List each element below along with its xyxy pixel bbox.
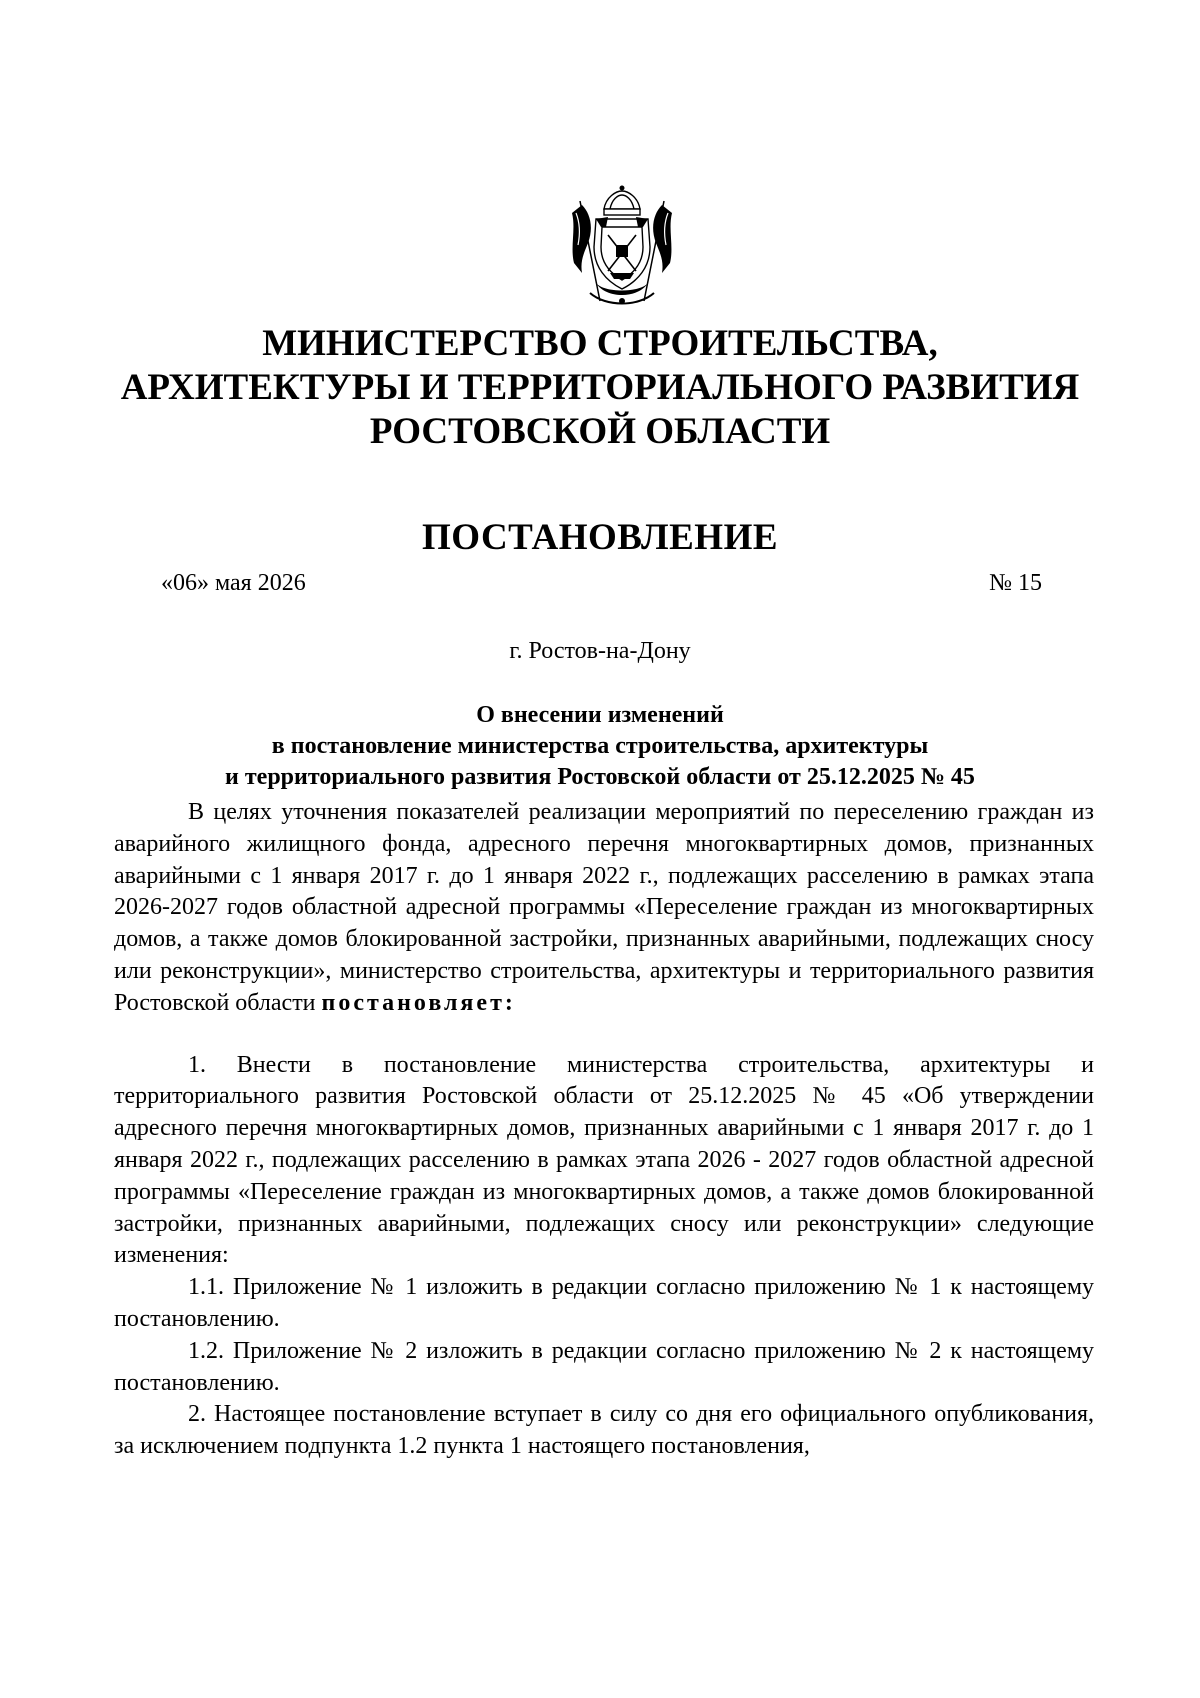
- item-1-paragraph: 1. Внести в постановление министерства строительства, архитектуры и территориального развития Ростовской области от 25.12.2025 № 45 «Об утверждении адресного перечня многоквартирных домов, признанных аварийными с 1 января 2017 г. до 1 января 2022 г., подлежащих расселению в рамках этапа 2026 - 2027 годов областной адресной программы «Переселение граждан из многоквартирных домов, а также домов блокированной застройки, признанных аварийными, подлежащих сносу или реконструкции» следующие изменения:: [114, 1051, 1094, 1269]
- coat-of-arms-icon: [566, 183, 678, 308]
- preamble-text: В целях уточнения показателей реализации мероприятий по переселению граждан из аварийного жилищного фонда, адресного перечня многоквартирных домов, признанных аварийными с 1 января 2017 г. до 1 января 2022 г., подлежащих расселению в рамках этапа 2026-2027 годов областной адресной программы «Переселение граждан из многоквартирных домов, а также домов блокированной застройки, признанных аварийными, подлежащих сносу или реконструкции», министерство строительства, архитектуры и территориального развития Ростовской области: [114, 799, 1094, 1016]
- subject-line-2: в постановление министерства строительства, архитектуры: [271, 733, 929, 759]
- ministry-header-line-1: МИНИСТЕРСТВО СТРОИТЕЛЬСТВА,: [262, 323, 938, 364]
- item-1-1-paragraph: 1.1. Приложение № 1 изложить в редакции согласно приложению № 1 к настоящему постановлению.: [114, 1274, 1094, 1332]
- document-date: «06» мая 2026: [161, 570, 306, 596]
- item-2-paragraph: 2. Настоящее постановление вступает в силу со дня его официального опубликования, за исключением подпункта 1.2 пункта 1 настоящего постановления,: [114, 1401, 1094, 1460]
- document-body: [114, 797, 1094, 1463]
- ministry-header-line-2: АРХИТЕКТУРЫ И ТЕРРИТОРИАЛЬНОГО РАЗВИТИЯ: [120, 367, 1080, 408]
- document-subject: [120, 700, 1080, 793]
- subject-line-3: и территориального развития Ростовской области от 25.12.2025 № 45: [225, 764, 975, 790]
- document-number: № 15: [989, 570, 1042, 596]
- subject-line-1: О внесении изменений: [476, 702, 724, 728]
- document-title: ПОСТАНОВЛЕНИЕ: [421, 517, 779, 558]
- ministry-header: [100, 322, 1100, 454]
- document-city: г. Ростов-на-Дону: [509, 638, 691, 664]
- preamble-paragraph: [114, 797, 1094, 1020]
- item-1-2-paragraph: 1.2. Приложение № 2 изложить в редакции согласно приложению № 2 к настоящему постановлению.: [114, 1337, 1094, 1396]
- resolves-keyword: постановляет:: [321, 989, 516, 1016]
- ministry-header-line-3: РОСТОВСКОЙ ОБЛАСТИ: [369, 411, 831, 452]
